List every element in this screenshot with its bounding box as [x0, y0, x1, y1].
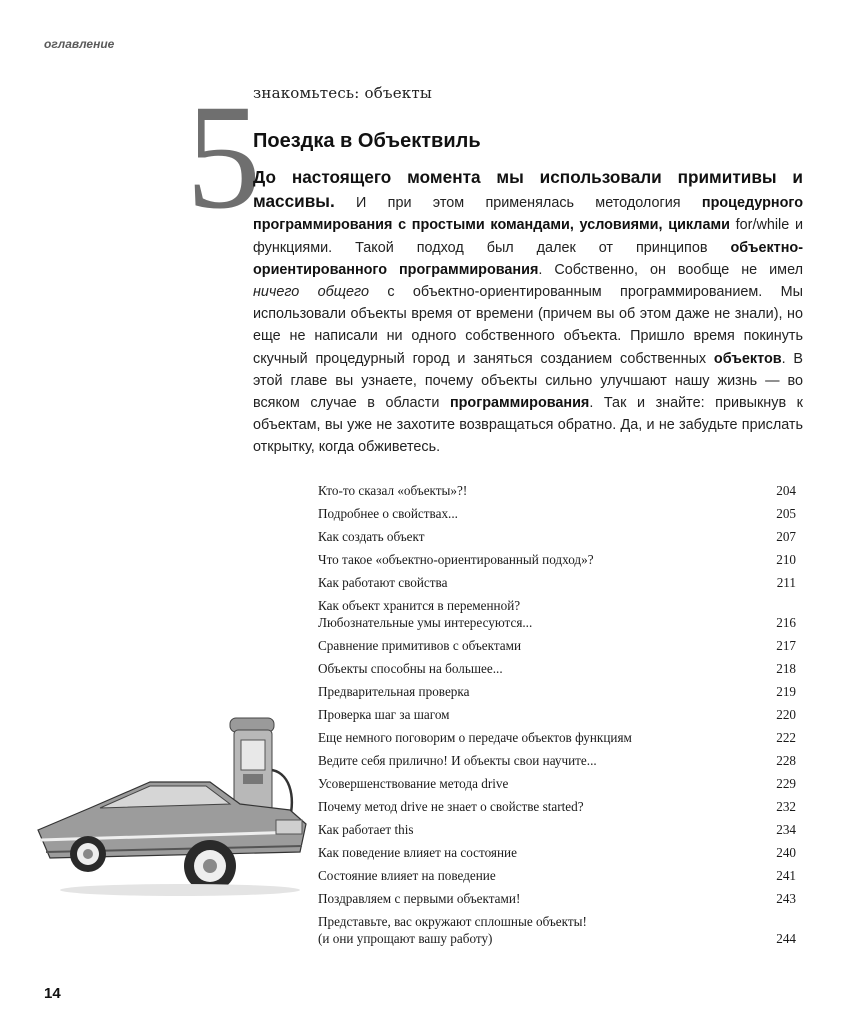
toc-entry-title: [318, 729, 632, 746]
toc-entry-title-line: Предварительная проверка: [318, 684, 470, 699]
toc-entry-page: 229: [776, 776, 796, 791]
toc-entry-page: 244: [776, 931, 796, 946]
chapter-number: 5: [186, 74, 261, 240]
toc-entry[interactable]: [318, 775, 796, 792]
toc-entry-page: 220: [776, 707, 796, 722]
toc-entry-title-line: Сравнение примитивов с объектами: [318, 638, 522, 653]
toc-entry[interactable]: [318, 637, 796, 654]
intro-text-2: for/while и функциями. Такой подход был далек от принципов: [253, 217, 804, 256]
toc-entry-title: [318, 706, 450, 723]
toc-entry-title: [318, 528, 425, 545]
toc-entry[interactable]: [318, 867, 796, 884]
toc-entry-page: 217: [776, 638, 796, 653]
toc-entry-title: [318, 505, 458, 522]
toc-entry-page: 216: [776, 615, 796, 630]
toc-entry-title-line: Кто-то сказал «объекты»?!: [318, 483, 468, 498]
toc-entry-title: [318, 660, 503, 677]
chapter-kicker: знакомьтесь: объекты: [253, 84, 433, 102]
chapter-intro: [253, 166, 803, 459]
toc-entry-title-line: Как работает this: [318, 822, 414, 837]
toc-entry[interactable]: [318, 505, 796, 522]
toc-entry-page: 205: [776, 506, 796, 521]
toc-entry-title-line: Как работают свойства: [318, 575, 448, 590]
toc-entry-title: [318, 775, 508, 792]
toc-entry-title: [318, 913, 587, 947]
toc-entry[interactable]: [318, 660, 796, 677]
car-and-gas-pump-icon: [30, 712, 320, 912]
toc-entry[interactable]: [318, 844, 796, 861]
intro-text-1: И при этом применялась методология: [334, 195, 702, 212]
running-header: оглавление: [44, 37, 115, 51]
toc-entry-title-line: Что такое «объектно-ориентированный подход»?: [318, 552, 594, 567]
toc-entry-title-line: Как объект хранится в переменной?: [318, 598, 521, 613]
toc-entry-title-line: Как поведение влияет на состояние: [318, 845, 517, 860]
toc-entry-page: 243: [776, 891, 796, 906]
intro-text-3: . Собственно, он вообще не имел: [538, 261, 803, 278]
intro-bold-1: процедурного программирования с простыми командами, условиями, циклами: [253, 195, 803, 234]
toc-entry-title-line: Почему метод drive не знает о свойстве started?: [318, 799, 584, 814]
toc-entry-title-line: Как создать объект: [318, 529, 425, 544]
toc-entry[interactable]: [318, 821, 796, 838]
toc-entry-title-line: (и они упрощают вашу работу): [318, 931, 493, 946]
toc-entry-title-line: Состояние влияет на поведение: [318, 868, 496, 883]
toc-entry[interactable]: [318, 752, 796, 769]
toc-entry-page: 240: [776, 845, 796, 860]
toc-entry-title: [318, 597, 532, 631]
toc-entry-page: 210: [776, 552, 796, 567]
toc-entry-title: [318, 683, 469, 700]
toc-entry[interactable]: [318, 890, 796, 907]
table-of-contents: [318, 482, 796, 953]
toc-entry-title-line: Усовершенствование метода drive: [318, 776, 509, 791]
page-number: 14: [44, 985, 61, 1002]
toc-entry-page: 219: [776, 684, 796, 699]
toc-entry-page: 241: [776, 868, 796, 883]
toc-entry-title-line: Поздравляем с первыми объектами!: [318, 891, 521, 906]
toc-entry-title-line: Ведите себя прилично! И объекты свои научите...: [318, 753, 597, 768]
toc-entry[interactable]: [318, 551, 796, 568]
toc-entry-page: 234: [776, 822, 796, 837]
intro-text-5: . В этой главе вы узнаете, почему объекты сильно улучшают нашу жизнь — во всяком случае в области: [253, 350, 803, 412]
toc-entry[interactable]: [318, 528, 796, 545]
intro-bold-2: объектно-ориентированного программирования: [253, 239, 803, 278]
toc-entry-title-line: Еще немного поговорим о передаче объектов функциям: [318, 730, 632, 745]
toc-entry-title-line: Объекты способны на большее...: [318, 661, 503, 676]
toc-entry-page: 211: [776, 575, 796, 590]
toc-entry-title-line: Подробнее о свойствах...: [318, 506, 458, 521]
toc-entry[interactable]: [318, 798, 796, 815]
intro-text-4: с объектно-ориентированным программированием. Мы использовали объекты время от времени (причем вы об этом даже не знали), но еще не написали ни одного собственного объекта. Пришло время покинуть скучный процедурный город и заняться созданием собственных: [253, 284, 803, 367]
toc-entry-page: 232: [776, 799, 796, 814]
toc-entry-title-line: Проверка шаг за шагом: [318, 707, 450, 722]
toc-entry[interactable]: [318, 597, 796, 631]
toc-entry-title: [318, 821, 414, 838]
toc-entry-title: [318, 752, 597, 769]
toc-entry-title: [318, 551, 594, 568]
toc-entry-page: 228: [776, 753, 796, 768]
toc-entry-title: [318, 482, 467, 499]
toc-entry[interactable]: [318, 482, 796, 499]
toc-entry-title: [318, 844, 517, 861]
intro-italic-1: ничего общего: [253, 284, 369, 301]
intro-bold-4: программирования: [449, 395, 590, 412]
toc-entry-title: [318, 798, 584, 815]
toc-entry[interactable]: [318, 913, 796, 947]
intro-text-6: . Так и знайте: привыкнув к объектам, вы уже не захотите возвращаться обратно. Да, и не забудьте прислать открытку, когда обживетесь.: [253, 395, 803, 456]
intro-bold-3: объектов: [713, 350, 782, 367]
toc-entry-page: 222: [776, 730, 796, 745]
toc-entry-title-line: Любознательные умы интересуются...: [318, 615, 533, 630]
chapter-title: Поездка в Объектвиль: [253, 130, 481, 152]
toc-entry-title: [318, 637, 521, 654]
toc-entry[interactable]: [318, 729, 796, 746]
toc-entry[interactable]: [318, 706, 796, 723]
toc-entry-page: 218: [776, 661, 796, 676]
toc-entry-page: 207: [776, 529, 796, 544]
toc-entry[interactable]: [318, 683, 796, 700]
toc-entry-title: [318, 890, 520, 907]
toc-entry-title-line: Представьте, вас окружают сплошные объекты!: [318, 914, 587, 929]
intro-lead: До настоящего момента мы использовали примитивы и массивы.: [253, 167, 803, 212]
toc-entry-title: [318, 867, 496, 884]
toc-entry-title: [318, 574, 447, 591]
toc-entry[interactable]: [318, 574, 796, 591]
toc-entry-page: 204: [776, 483, 796, 498]
